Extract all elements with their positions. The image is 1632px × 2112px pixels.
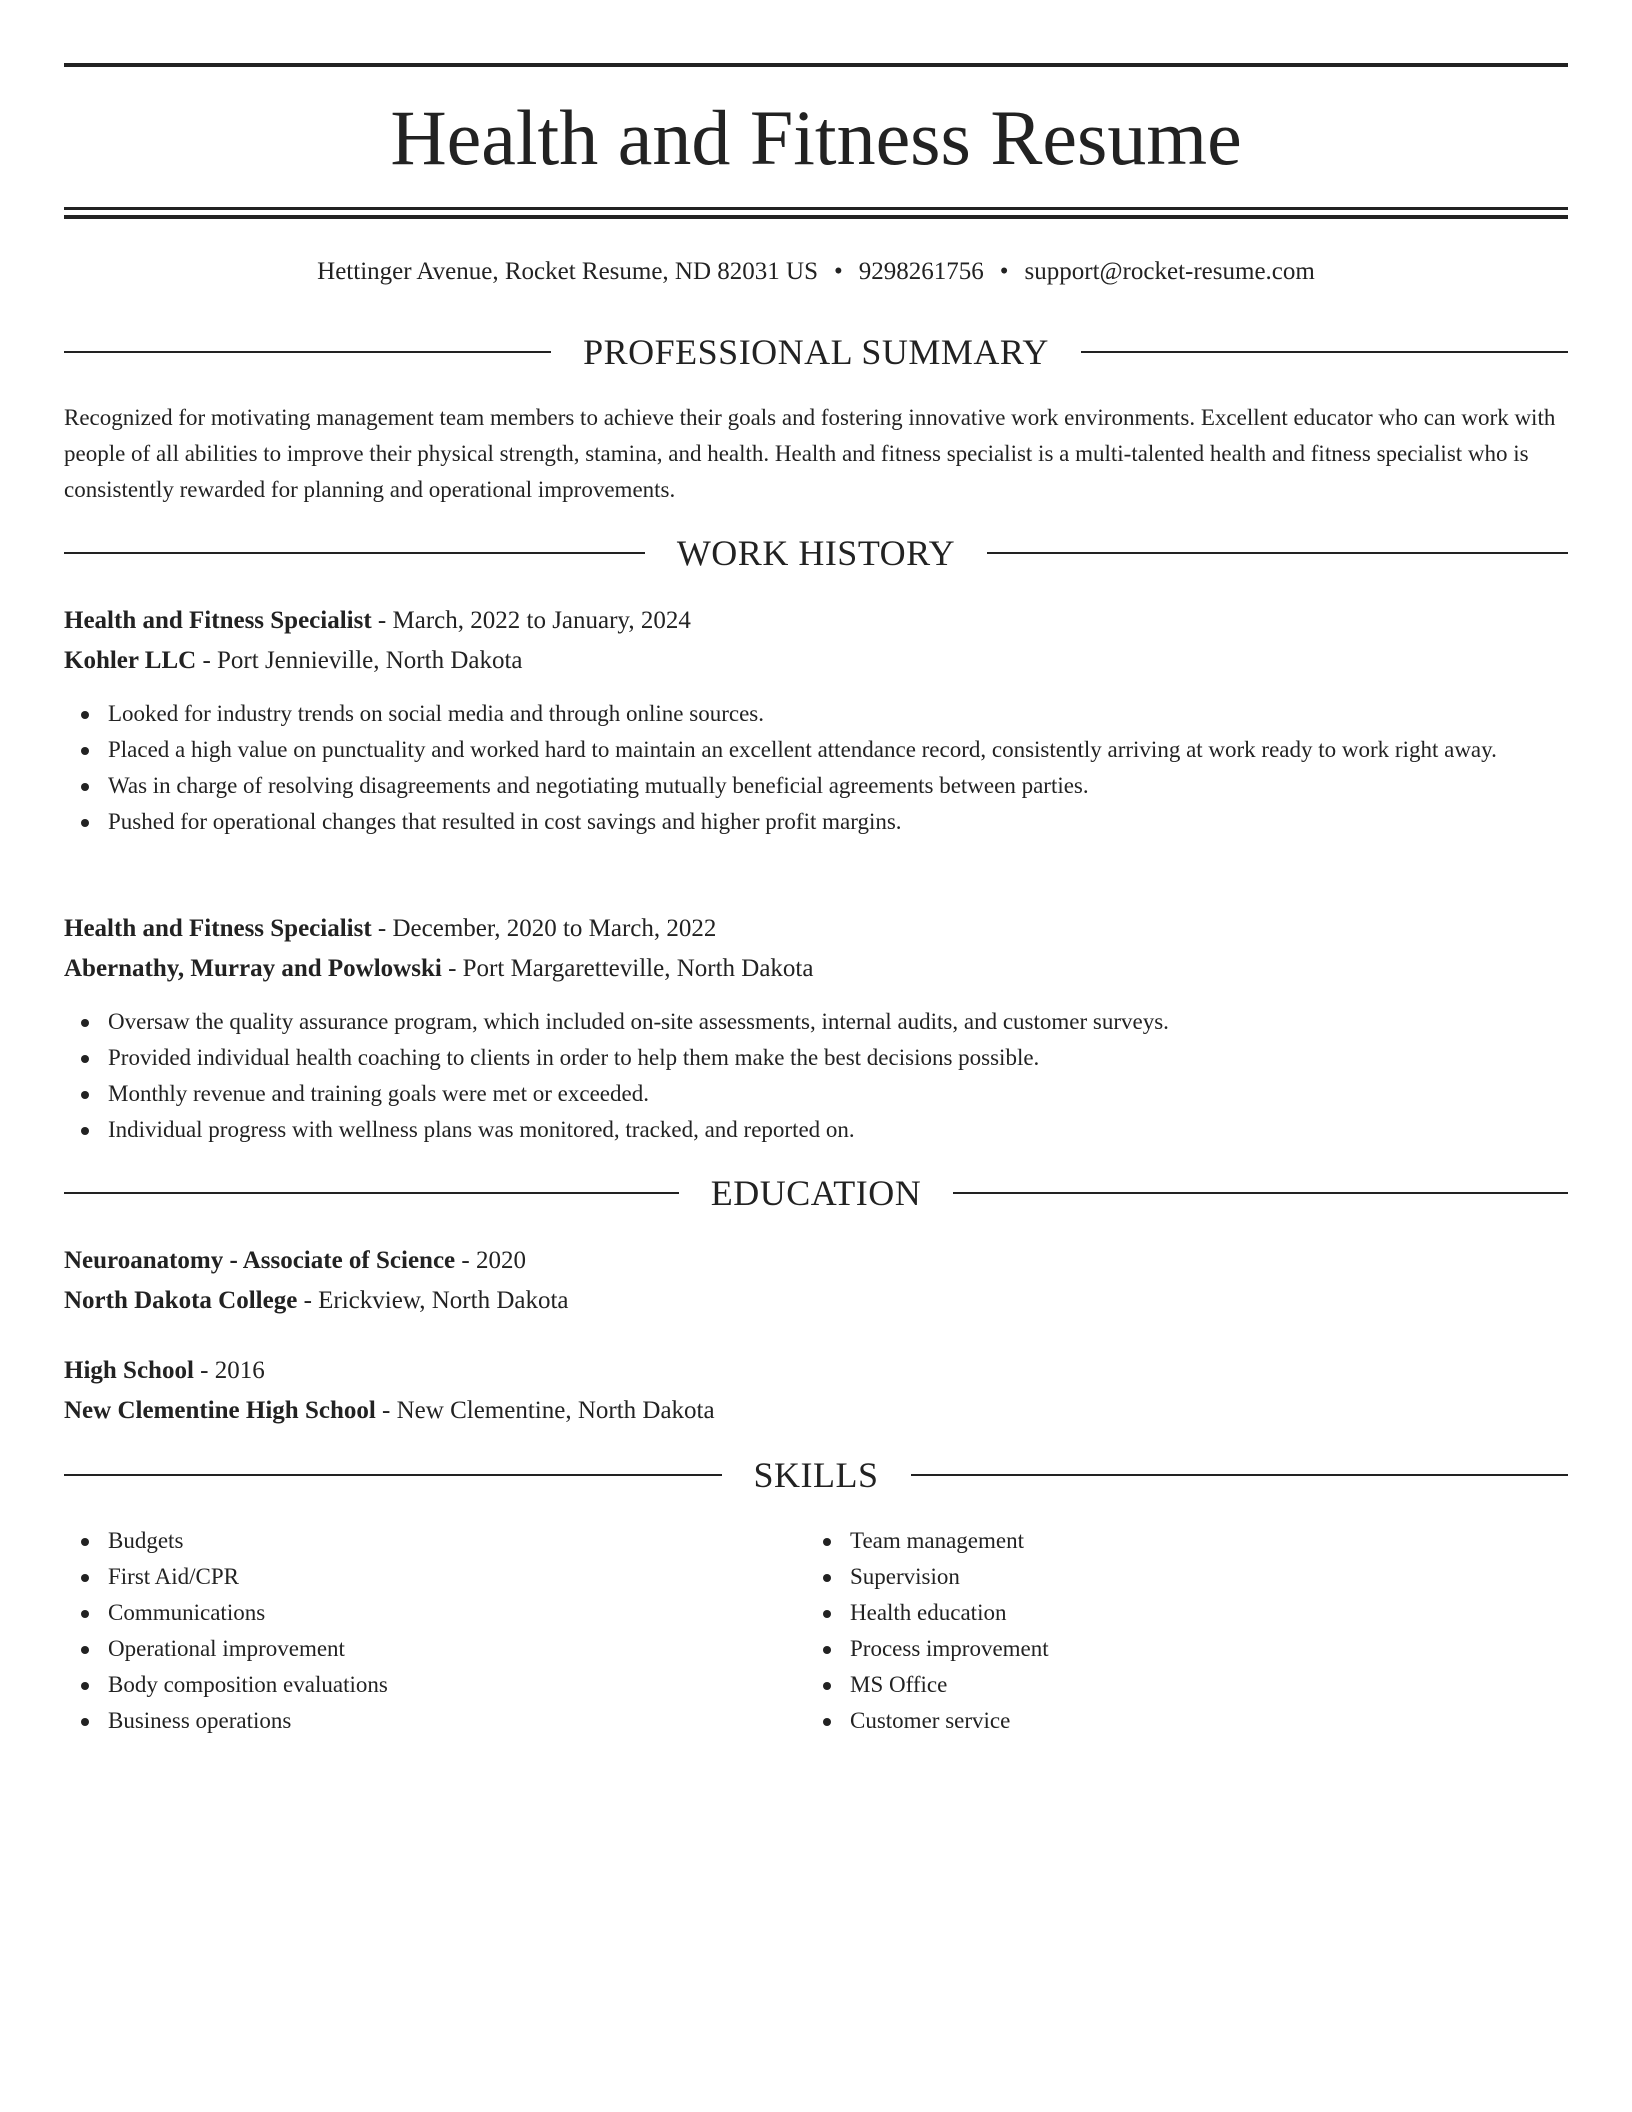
section-title: WORK HISTORY — [676, 533, 956, 573]
heading-rule-right — [911, 1474, 1569, 1476]
school-location: - New Clementine, North Dakota — [375, 1397, 715, 1424]
section-heading-work-history — [64, 531, 1568, 575]
contact-separator: • — [834, 258, 843, 285]
heading-rule-left — [64, 1474, 722, 1476]
title-double-rule — [64, 207, 1568, 219]
school-name: New Clementine High School — [64, 1397, 376, 1424]
skill-item: Team management — [806, 1523, 1632, 1559]
list-item: Was in charge of resolving disagreements and negotiating mutually beneficial agreements between parties. — [64, 768, 1568, 804]
degree-name: Neuroanatomy - Associate of Science — [64, 1247, 456, 1274]
degree-year: - 2020 — [455, 1247, 526, 1274]
list-item: Individual progress with wellness plans was monitored, tracked, and reported on. — [64, 1112, 1568, 1148]
heading-rule-left — [64, 552, 645, 554]
job-title-line — [64, 911, 1568, 947]
list-item: Pushed for operational changes that resulted in cost savings and higher profit margins. — [64, 804, 1568, 840]
job-dates: - December, 2020 to March, 2022 — [371, 915, 717, 942]
job-title: Health and Fitness Specialist — [64, 607, 372, 634]
contact-phone: 9298261756 — [858, 258, 984, 285]
skill-item: Supervision — [806, 1559, 1632, 1595]
education-school-line — [64, 1393, 1568, 1429]
skill-item: Budgets — [64, 1523, 1568, 1559]
section-heading-education — [64, 1171, 1568, 1215]
contact-line — [64, 254, 1568, 290]
contact-email: support@rocket-resume.com — [1024, 258, 1315, 285]
section-title: PROFESSIONAL SUMMARY — [583, 332, 1049, 372]
resume-title: Health and Fitness Resume — [390, 94, 1242, 181]
list-item: Monthly revenue and training goals were met or exceeded. — [64, 1076, 1568, 1112]
skill-item: Health education — [806, 1595, 1632, 1631]
skill-item: Operational improvement — [64, 1631, 1568, 1667]
company-location: - Port Jennieville, North Dakota — [196, 647, 523, 674]
degree-year: - 2016 — [193, 1357, 265, 1384]
school-name: North Dakota College — [64, 1287, 298, 1314]
section-title: SKILLS — [753, 1455, 879, 1495]
job-bullets — [64, 696, 1568, 840]
heading-rule-left — [64, 351, 551, 353]
job-dates: - March, 2022 to January, 2024 — [371, 607, 691, 634]
education-degree-line — [64, 1353, 1568, 1389]
school-location: - Erickview, North Dakota — [297, 1287, 569, 1314]
contact-separator: • — [999, 258, 1009, 285]
job-title: Health and Fitness Specialist — [64, 915, 372, 942]
skill-item: Customer service — [806, 1703, 1632, 1739]
job-company-line — [64, 643, 1568, 679]
section-title: EDUCATION — [710, 1173, 922, 1213]
company-name: Kohler LLC — [64, 647, 197, 674]
company-name: Abernathy, Murray and Powlowski — [64, 955, 442, 982]
skill-item: MS Office — [806, 1667, 1632, 1703]
skill-item: Process improvement — [806, 1631, 1632, 1667]
list-item: Oversaw the quality assurance program, which included on-site assessments, internal audits, and customer surveys. — [64, 1004, 1568, 1040]
summary-text: Recognized for motivating management team members to achieve their goals and fostering innovative work environments. Excellent educator who can work with people of all abilities to improve their physical strength, stamina, and health. Health and fitness specialist is a multi-talented health and fitness specialist who is consistently rewarded for planning and operational improvements. — [64, 405, 1556, 502]
company-location: - Port Margaretteville, North Dakota — [441, 955, 814, 982]
contact-address: Hettinger Avenue, Rocket Resume, ND 82031 US — [317, 258, 818, 285]
heading-rule-right — [987, 552, 1568, 554]
degree-name: High School — [64, 1357, 194, 1384]
heading-rule-right — [1081, 351, 1568, 353]
education-school-line — [64, 1283, 1568, 1319]
list-item: Looked for industry trends on social media and through online sources. — [64, 696, 1568, 732]
skill-item: Communications — [64, 1595, 1568, 1631]
job-bullets — [64, 1004, 1568, 1148]
top-rule — [64, 63, 1568, 67]
education-degree-line — [64, 1243, 1568, 1279]
heading-rule-left — [64, 1192, 679, 1194]
job-title-line — [64, 603, 1568, 639]
section-heading-summary — [64, 330, 1568, 374]
skill-item: Body composition evaluations — [64, 1667, 1568, 1703]
skill-item: First Aid/CPR — [64, 1559, 1568, 1595]
list-item: Provided individual health coaching to clients in order to help them make the best decisions possible. — [64, 1040, 1568, 1076]
skills-list-right — [806, 1523, 1632, 1739]
list-item: Placed a high value on punctuality and worked hard to maintain an excellent attendance record, consistently arriving at work ready to work right away. — [64, 732, 1568, 768]
heading-rule-right — [953, 1192, 1568, 1194]
job-company-line — [64, 951, 1568, 987]
section-heading-skills — [64, 1453, 1568, 1497]
skill-item: Business operations — [64, 1703, 1568, 1739]
